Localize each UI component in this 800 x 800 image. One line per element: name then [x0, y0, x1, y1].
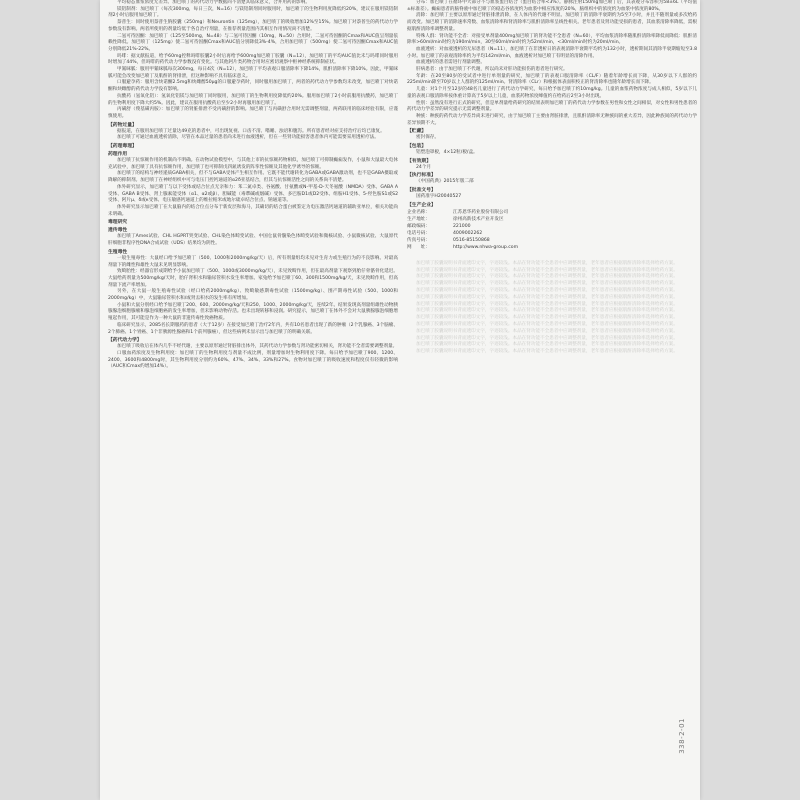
manufacturer-key: 网 址： — [407, 244, 430, 250]
paragraph: 加巴喷丁Ames试验、CHL HGPRT突变试验、CHL染色体畸变试验、中国仓鼠骨髓染色体畸变试验和微核试验、小鼠微核试验、大鼠原代肝细胞非程序性DNA合成试验（UDS）结果均为阴性。 — [108, 234, 398, 247]
section-heading: 毒理研究 — [108, 220, 128, 226]
paragraph: 性别：虽然没有进行正式的研究，但是单剂量给药研究的结果表明加巴喷丁的药代动力学参数在男性和女性之间相似，对女性和男性患者的药代动力学差异的研究提示无需调整剂量。 — [407, 100, 697, 113]
ghost-text: 加巴喷丁胶囊说明书背面透印文字，字迹较浅。本品在肾功能不全患者中应调整剂量，老年患者应根据肌酐清除率选择给药方案。 — [416, 335, 678, 341]
manufacturer-value: 江苏恩华药业股份有限公司 — [453, 209, 509, 215]
ghost-text: 加巴喷丁胶囊说明书背面透印文字，字迹较浅。本品在肾功能不全患者中应调整剂量，老年患者应根据肌酐清除率选择给药方案。 — [416, 281, 678, 287]
manufacturer-key: 企业名称： — [407, 209, 430, 215]
paragraph: 加巴喷丁抗惊厥作用的机制尚不明确。在动物试验模型中，与其他上市的抗惊厥药物相似，加巴喷丁可抑制癫痫发作，小鼠和大鼠最大电休克试验中，加巴喷丁具有抗惊厥作用，加巴喷丁也可抑制戊四氮诱发的阵挛性惊厥及其他化学诱导的惊厥。 — [108, 158, 398, 170]
manufacturer-key: 生产地址： — [407, 216, 430, 222]
section-heading: 【药理毒理】 — [108, 144, 137, 150]
section-heading: 遗传毒性 — [108, 228, 128, 234]
paragraph: 加巴喷丁的结构与神经递质GABA相关，但不与GABA受体产生相互作用。它既不能代谢转化为GABA或GABA激动剂，也不是GABA摄取或降解的抑制剂。加巴喷丁在神经组织中可与电压门控钙通道的α2δ亚基结合，但其与抗惊厥活性之间的关系尚不清楚。 — [108, 171, 398, 184]
section-heading: 【批准文号】 — [407, 188, 436, 194]
paragraph: 临床研究显示，2085名长期服药的患者（大于12岁）在接受加巴喷丁治疗2年内，共有10名患者出现了新的肿瘤（2个乳腺癌、3个脑瘤、2个肺癌、1个胃癌、1个非胰源性腺癌和1个前列腺癌），但这些病例未显示出与加巴喷丁的明确关联。 — [108, 322, 398, 335]
manufacturer-value: 徐州高新技术产业开发区 — [453, 216, 504, 222]
section-heading: 【执行标准】 — [407, 173, 436, 179]
paragraph: 口服避孕药：服用含炔诺酮2.5mg和炔雌醇50μg的口服避孕药时，同时服用加巴喷丁，两者的药代动力学参数均未改变，加巴喷丁对炔诺酮和炔雌醇的药代动力学没有影响。 — [108, 80, 398, 93]
paragraph: 国药准字H20040527 — [416, 194, 462, 200]
ghost-text: 加巴喷丁胶囊说明书背面透印文字，字迹较浅。本品在肾功能不全患者中应调整剂量，老年患者应根据肌酐清除率选择给药方案。 — [416, 267, 678, 273]
paragraph: 密封保存。 — [416, 135, 439, 141]
manufacturer-row — [407, 209, 697, 216]
paragraph: 吗啡：据文献报道，给予60mg控释吗啡胶囊2小时后再给予600mg加巴喷丁胶囊（N=12），加巴喷丁的平均AUC值比未与吗啡同时服用时增加了44%，但吗啡的药代动力学参数没有变化。与其他阿片类药物合用时应密切观察中枢神经系统抑制症状。 — [108, 53, 398, 66]
section-heading: 【贮藏】 — [407, 129, 427, 135]
paragraph: 丙磺舒（羧基磺丙胺）：加巴喷丁的肾脏排泄不受丙磺舒的影响。加巴喷丁与丙磺舒合用时无需调整剂量，两药联用的临床经验有限，应谨慎使用。 — [108, 107, 398, 119]
manufacturer-row — [407, 244, 697, 251]
section-heading: 【生产企业】 — [407, 202, 436, 208]
ghost-text: 加巴喷丁胶囊说明书背面透印文字，字迹较浅。本品在肾功能不全患者中应调整剂量，老年患者应根据肌酐清除率选择给药方案。 — [416, 301, 678, 307]
paragraph: 种族：种族的药代动力学差异尚未进行研究，由于加巴喷丁主要由肾脏排泄，且肌酐清除率无种族间的重大差异，因此种族间的药代动力学差异预期不大。 — [407, 113, 697, 126]
paragraph: 体外研究显示，加巴喷丁与以下受体或结合位点无亲和力：苯二氮卓类、谷氨酸、甘氨酸或N-甲基-D-天冬氨酸（NMDA）受体、GABA A受体、GABA B受体、肾上腺素能受体（α1、α2或β）、胆碱能（毒蕈碱或烟碱）受体、多巴胺D1或D2受体、组胺H1受体、5-羟色胺S1或S2受体、阿片μ、δ或κ受体、电压敏感钙通道上的维拉帕米或地尔硫卓结合位点、钠通道等。 — [108, 184, 398, 204]
ghost-text: 加巴喷丁胶囊说明书背面透印文字，字迹较浅。本品在肾功能不全患者中应调整剂量，老年患者应根据肌酐清除率选择给药方案。 — [416, 288, 678, 294]
manufacturer-row — [407, 237, 697, 244]
ghost-text: 加巴喷丁胶囊说明书背面透印文字，字迹较浅。本品在肾功能不全患者中应调整剂量，老年患者应根据肌酐清除率选择给药方案。 — [416, 260, 678, 266]
left-column — [108, 0, 398, 800]
paragraph: 24个月 — [416, 164, 432, 170]
paragraph: 《中国药典》2015年版二部 — [416, 179, 474, 185]
manufacturer-value: 0516-85150868 — [453, 237, 490, 243]
section-heading: 【药物过量】 — [108, 122, 137, 128]
paragraph: 血液透析的患者需进行剂量调整。 — [416, 60, 485, 66]
paragraph: 萘普生：同时使用萘普生钠胶囊（250mg）和Neurontin（125mg），加巴喷丁的吸收增加12%至15%。加巴喷丁对萘普生的药代动力学参数没有影响。两者所使用的剂量均低于各自治疗剂量，在推荐剂量范围内其相互作用情况尚不清楚。 — [108, 20, 398, 32]
paragraph: 平均稳态血浆浓度无差异。加巴喷丁的药代动力学数据尚不清楚其临床意义，合并用药的影响。 — [117, 0, 310, 5]
paragraph: 加巴喷丁可通过血液透析清除，尽管在本品过量的患者尚未进行血液透析，但在一些肾功能损害患者体内可能需要采用透析疗法。 — [117, 135, 379, 141]
paragraph: 体外研究显示加巴喷丁在大鼠脑内的结合位点分布于新皮层和海马，其确切的结合蛋白被鉴定为电压激活钙通道的辅助亚单位，相关功能尚未明确。 — [108, 204, 398, 217]
paragraph: 肝病患者：由于加巴喷丁不代谢，所以尚未对肝功能损伤的患者进行研究。 — [416, 67, 568, 73]
paragraph: 一般生殖毒性：大鼠经口给予加巴喷丁（500、1000和2000mg/kg/天）后，所有剂量组均未见对生育力或生殖行为的不良影响。对最高剂量下的雌性和雄性大鼠未见明显影响。 — [108, 255, 398, 268]
paragraph: 血液透析：对血液透析的无尿患者（N=11），加巴喷丁在非透析日的表观消除半衰期平均约为132小时，透析期间其消除半衰期缩短至3.8小时。加巴喷丁的表观清除率约为平均142ml/min，血液透析对加巴喷丁有明显的清除作用。 — [407, 46, 697, 59]
paragraph: 二氢可待因酮：加巴喷丁（125至500mg，N=48）与二氢可待因酮（10mg，N=50）合用时，二氢可待因酮的Cmax和AUC值呈剂量依赖性降低。加巴喷丁（125mg）使二氢可待因酮Cmax和AUC值分别降低3%-4%，合用加巴喷丁（500mg）使二氢可待因酮Cmax和AUC值分别降低21%-22%。 — [108, 33, 398, 52]
section-heading: 【药代动力学】 — [108, 338, 142, 344]
ghost-text: 加巴喷丁胶囊说明书背面透印文字，字迹较浅。本品在肾功能不全患者中应调整剂量，老年患者应根据肌酐清除率选择给药方案。 — [416, 294, 678, 300]
manufacturer-key: 传真号码： — [407, 237, 430, 243]
manufacturer-key: 邮政编码： — [407, 223, 430, 229]
paragraph: 加巴喷丁吸收后在体内几乎不经代谢，主要以原形通过肾脏排出体外，其药代动力学参数与肾功能密切相关，肾功能不全者需要调整剂量。 — [117, 344, 398, 350]
ghost-text: 加巴喷丁胶囊说明书背面透印文字，字迹较浅。本品在肾功能不全患者中应调整剂量，老年患者应根据肌酐清除率选择给药方案。 — [416, 308, 678, 314]
paragraph: 小鼠和大鼠分别经口给予加巴喷丁200、600、2000mg/kg/天和250、1000、2000mg/kg/天，连续2年。结果发现高剂量组雄性动物胰腺腺泡细胞腺瘤和腺泡细胞癌的发生率增加，但未影响动物存活。也未出现转移和浸润。研究提示，加巴喷丁在体外不会对大鼠胰腺腺泡细胞增殖起作用，其可能是作为一种大鼠的非遗传毒性致癌物质。 — [108, 302, 398, 322]
section-heading: 药理作用 — [108, 152, 128, 158]
ghost-text: 加巴喷丁胶囊说明书背面透印文字，字迹较浅。本品在肾功能不全患者中应调整剂量，老年患者应根据肌酐清除率选择给药方案。 — [416, 322, 678, 328]
section-heading: 【有效期】 — [407, 158, 431, 164]
paragraph: 儿童：对1个月至12岁的48名儿童进行了药代动力学研究，每日给予加巴喷丁约10mg/kg。儿童的血浆药物浓度与成人相似，5岁以下儿童的表观口服清除率按体重计算高于5岁以上儿童，血浆药物浓度峰值约在给药后2至3小时出现。 — [407, 87, 697, 99]
ghost-text: 加巴喷丁胶囊说明书背面透印文字，字迹较浅。本品在肾功能不全患者中应调整剂量，老年患者应根据肌酐清除率选择给药方案。 — [416, 349, 678, 355]
ghost-text: 加巴喷丁胶囊说明书背面透印文字，字迹较浅。本品在肾功能不全患者中应调整剂量，老年患者应根据肌酐清除率选择给药方案。 — [416, 342, 678, 348]
section-heading: 【包装】 — [407, 144, 427, 150]
paragraph: 特殊人群：肾功能不全者：对接受单剂量400mg加巴喷丁的肾功能不全患者（N=60），平均血浆清除率随肌酐清除率降低而降低：肌酐清除率>60ml/min时约为190ml/min，30至60ml/min时约为52ml/min，<30ml/min时约为20ml/min。 — [407, 33, 697, 46]
paragraph: 口服血药浓度及生物利用度：加巴喷丁的生物利用度与剂量不成比例，剂量增加时生物利用度下降。每日给予加巴喷丁900、1200、2400、3600和4800mg时，其生物利用度分别约为60%、47%、34%、33%和27%。食物对加巴喷丁的吸收速度和程度仅有轻微的影响（AUC和Cmax约增加14%）。 — [108, 350, 398, 370]
paragraph: 铝塑泡罩板，4×12粒/板/盒。 — [416, 150, 478, 156]
paragraph: 抗酸药（氢氧化铝）：氢氧化铝镁与加巴喷丁同时服用，加巴喷丁的生物利用度降低约20%。服用加巴喷丁2小时前服用抗酸药，加巴喷丁的生物利用度下降大约5%。因此，建议在服用抗酸药后至少2小时再服用加巴喷丁。 — [108, 93, 398, 106]
paragraph: 镁铝制剂：加巴喷丁（每次300mg，每日三次，N=16）与镁铝制剂同时服用时，加巴喷丁的生物利用度降低约20%，建议在服用镁铝制剂2小时后服用加巴喷丁。 — [108, 6, 398, 19]
paragraph: 另外，在大鼠一般生殖毒性试验（经口给药2000mg/kg）、致畸敏感期毒性试验（1500mg/kg）、围产期毒性试验（500、1000和2000mg/kg）中，大鼠输尿管积水和/或肾盂积水的发生率有所增加。 — [108, 289, 398, 302]
section-heading: 生殖毒性 — [108, 249, 128, 255]
manufacturer-info — [407, 209, 697, 251]
paragraph: 年龄：在20至80岁的受试者中进行单剂量的研究，加巴喷丁的表观口服清除率（CL/F）随着年龄增长而下降，从30岁以下人群的约225ml/min降至70岁以上人群的约125ml/min。肾清除率（CLr）和根据体表面积校正的肾清除率也随年龄增长而下降。 — [407, 73, 697, 86]
paragraph: 据报道，在服用加巴喷丁过量达49克的患者中，可出现复视、口齿不清、嗜睡、浊语和腹泻。所有患者经对症支持治疗后均已康复。 — [117, 128, 385, 134]
paragraph: 消除：加巴喷丁主要以原形通过肾脏排泄消除，在人体内的代谢不明显。加巴喷丁的消除半衰期约为5至7小时，并且不随剂量或多次给药而改变。加巴喷丁的消除速率常数、血浆清除率和肾清除率与肌酐清除率呈线性相关。老年患者及肾功能受损的患者，其血浆清除率降低，需根据肌酐清除率调整剂量。 — [407, 13, 697, 32]
manufacturer-row — [407, 216, 697, 223]
manufacturer-row — [407, 230, 697, 237]
paragraph: 甲氰咪胍：服用甲氰咪胍每次300mg，每日4次（N=12），加巴喷丁平均表观口服清除率下降14%，肌酐清除率下降10%。因此，甲氰咪胍可能会改变加巴喷丁及肌酐的肾排泄，但这种影响不具有临床意义。 — [108, 67, 398, 79]
manufacturer-value: 4009002262 — [453, 230, 483, 236]
manufacturer-value: http://www.nhwa-group.com — [453, 244, 519, 250]
ghost-text: 加巴喷丁胶囊说明书背面透印文字，字迹较浅。本品在肾功能不全患者中应调整剂量，老年患者应根据肌酐清除率选择给药方案。 — [416, 274, 678, 280]
paragraph: 分布：加巴喷丁在循环中大部分不与血浆蛋白结合（蛋白结合率<3%）。静脉注射150mg加巴喷丁后，其表观分布容积为58±6L（平均值±标准差）。癫痫患者的脑脊液中加巴喷丁的稳态谷浓度约为血浆中相应浓度的20%，脑组织中的浓度约为血浆中浓度的80%。 — [407, 0, 697, 12]
paragraph: 致畸胎性：经器官形成期给予小鼠加巴喷丁（500、1000或3000mg/kg/天），未见致畸作用，但在最高剂量下观察到胎仔骨骼骨化延迟。大鼠给药剂量为500mg/kg/天时，胎仔肾积水和输尿管积水发生率增加。家兔给予加巴喷丁60、300和1500mg/kg/天，未见致畸作用，但高剂量下流产率增加。 — [108, 269, 398, 288]
right-column — [407, 0, 697, 800]
manufacturer-row — [407, 223, 697, 230]
right-column-body — [407, 0, 697, 209]
leaflet-sheet — [100, 0, 700, 800]
ghost-text: 加巴喷丁胶囊说明书背面透印文字，字迹较浅。本品在肾功能不全患者中应调整剂量，老年患者应根据肌酐清除率选择给药方案。 — [416, 328, 678, 334]
manufacturer-key: 电话号码： — [407, 230, 430, 236]
manufacturer-value: 221000 — [453, 223, 471, 229]
document-code-stamp: 338-2-01 — [678, 718, 686, 754]
ghost-text: 加巴喷丁胶囊说明书背面透印文字，字迹较浅。本品在肾功能不全患者中应调整剂量，老年患者应根据肌酐清除率选择给药方案。 — [416, 315, 678, 321]
